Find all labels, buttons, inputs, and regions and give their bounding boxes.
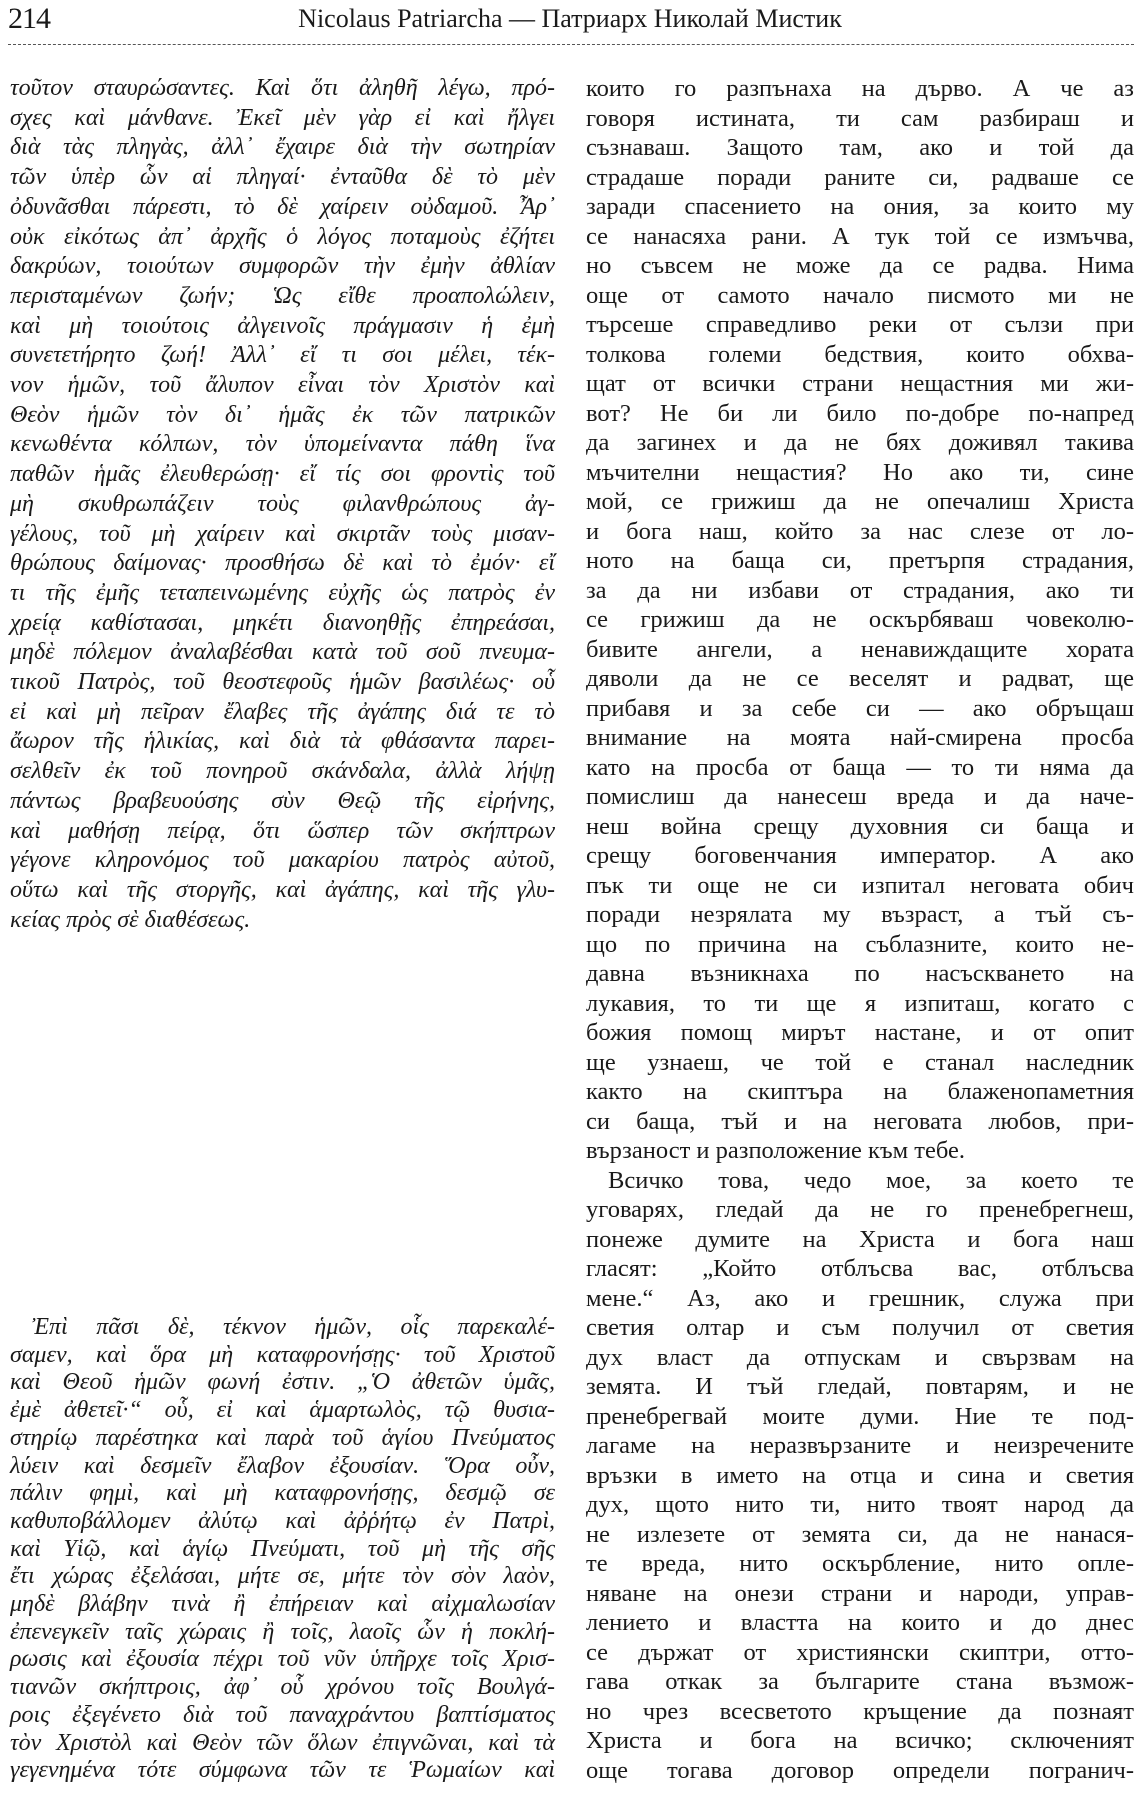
text-line: земята. И тъй гледай, повтарям, и не xyxy=(586,1373,1134,1400)
text-line: лагаме на неразвързаните и неизречените xyxy=(586,1432,1134,1459)
text-line: διὰ τὰς πληγὰς, ἀλλ᾽ ἔχαιρε διὰ τὴν σωτηρίαν xyxy=(10,134,555,161)
text-line: давна възникнаха по насъскването на xyxy=(586,960,1134,987)
text-line: внимание на моята най-смирена просба xyxy=(586,724,1134,751)
text-line: καὶ Υἱῷ, καὶ ἁγίῳ Πνεύματι, τοῦ μὴ τῆς σῆς xyxy=(10,1535,555,1562)
text-line: срещу боговенчания император. А ако xyxy=(586,842,1134,869)
text-line: гласят: „Който отблъсва вас, отблъсва xyxy=(586,1255,1134,1282)
text-line: се нанасяха рани. А тук той се измъчва, xyxy=(586,222,1134,250)
text-line: σελθεῖν ἐκ τοῦ πονηροῦ σκάνδαλα, ἀλλὰ λήψῃ xyxy=(10,758,555,785)
text-line: τικοῦ Πατρὸς, τοῦ θεοστεφοῦς ἡμῶν βασιλέως· οὗ xyxy=(10,669,555,696)
text-line: както на скиптъра на блаженопаметния xyxy=(586,1078,1134,1105)
text-line: οὐκ εἰκότως ἀπ᾽ ἀρχῆς ὁ λόγος ποταμοὺς ἐζήτει xyxy=(10,223,555,250)
text-line: дух власт да отпускам и свързвам на xyxy=(586,1343,1134,1371)
text-line: παθῶν ἡμᾶς ἐλευθερώσῃ· εἴ τίς σοι φροντὶς τοῦ xyxy=(10,461,555,488)
text-line: няване на онези страни и народи, управ- xyxy=(586,1579,1134,1607)
text-line: Θεὸν ἡμῶν τὸν δι᾽ ἡμᾶς ἐκ τῶν πατρικῶν xyxy=(10,401,555,428)
running-title: Nicolaus Patriarcha — Патриарх Николай Мистик xyxy=(298,4,842,33)
bulgarian-translation-column xyxy=(586,74,1134,1785)
text-line: κενωθέντα κόλπων, τὸν ὑπομείναντα πάθη ἵνα xyxy=(10,431,555,458)
text-line: ще узнаеш, че той е станал наследник xyxy=(586,1048,1134,1076)
text-line: поради незрялата му възраст, а тъй съ- xyxy=(586,901,1134,928)
text-line: помислиш да нанесеш вреда и да наче- xyxy=(586,783,1134,810)
text-line: за да ни избави от страдания, ако ти xyxy=(586,576,1134,604)
text-line: и бога наш, който за нас слезе от ло- xyxy=(586,517,1134,545)
text-line: γέλους, τοῦ μὴ χαίρειν καὶ σκιρτᾶν τοὺς μισαν- xyxy=(10,520,555,547)
text-line: се грижиш да не оскърбяваш човеколю- xyxy=(586,606,1134,633)
text-line: εἰ καὶ μὴ πεῖραν ἔλαβες τῆς ἀγάπης διά τε τὸ xyxy=(10,698,555,725)
text-line: ἄωρον τῆς ἡλικίας, καὶ διὰ τὰ φθάσαντα παρει- xyxy=(10,728,555,755)
text-line: τιανῶν σκήπτροις, ἀφ᾽ οὗ χρόνου τοῖς Βουλγά- xyxy=(10,1674,555,1701)
text-line: неш война срещу духовния си баща и xyxy=(586,812,1134,840)
text-line: като на просба от баща — то ти няма да xyxy=(586,753,1134,781)
text-line: бивите ангели, а ненавиждащите хората xyxy=(586,635,1134,663)
text-line: πάλιν φημὶ, καὶ μὴ καταφρονήσῃς, δεσμῷ σε xyxy=(10,1480,555,1507)
text-line: ὀδυνᾶσθαι πάρεστι, τὸ δὲ χαίρειν οὐδαμοῦ. Ἆρ᾽ xyxy=(10,193,555,220)
text-line: съзнаваш. Защото там, ако и той да xyxy=(586,134,1134,161)
text-line: ното на баща си, претърпя страдания, xyxy=(586,547,1134,574)
text-line: които го разпънаха на дърво. А че аз xyxy=(586,75,1134,102)
text-line: μηδὲ βλάβην τινὰ ἢ ἐπήρειαν καὶ αἰχμαλωσίαν xyxy=(10,1591,555,1618)
text-line: γεγενημένα τότε σύμφωνα τῶν τε Ῥωμαίων καὶ xyxy=(10,1757,555,1784)
text-line: τι τῆς ἐμῆς τεταπεινωμένης εὐχῆς ὡς πατρὸς ἐν xyxy=(10,579,555,606)
text-line: καθυποβάλλομεν ἀλύτῳ καὶ ἀῤῥήτῳ ἐν Πατρὶ, xyxy=(10,1507,555,1534)
greek-text-block-2 xyxy=(10,1314,555,1785)
text-line: Христа и бога на всичко; сключеният xyxy=(586,1727,1134,1754)
text-line: те вреда, нито оскърбление, нито опле- xyxy=(586,1550,1134,1577)
greek-text-block-1 xyxy=(10,74,555,935)
text-line: σχες καὶ μάνθανε. Ἐκεῖ μὲν γὰρ εἰ καὶ ἤλγει xyxy=(10,104,555,131)
text-line: лукавия, то ти ще я изпиташ, когато с xyxy=(586,989,1134,1017)
text-line: καὶ μὴ τοιούτοις ἀλγεινοῖς πράγμασιν ἡ ἐμὴ xyxy=(10,312,555,339)
text-line: пък ти още не си изпитал неговата обич xyxy=(586,871,1134,899)
text-line: мъчителни нещастия? Но ако ти, сине xyxy=(586,458,1134,486)
text-line: πάντως βραβευούσης σὺν Θεῷ τῆς εἰρήνης, xyxy=(10,787,555,814)
text-line: божия помощ мирът настане, и от опит xyxy=(586,1019,1134,1046)
text-line: но съвсем не може да се радва. Нима xyxy=(586,252,1134,279)
text-line: κείας πρὸς σὲ διαθέσεως. xyxy=(10,906,251,933)
text-line: ροις ἐξεγένετο διὰ τοῦ παναχράντου βαπτίσματος xyxy=(10,1701,555,1728)
text-line: νον ἡμῶν, τοῦ ἄλυπον εἶναι τὸν Χριστὸν καὶ xyxy=(10,372,555,399)
text-line: гава откак за българите стана възмож- xyxy=(586,1668,1134,1695)
text-line: страдаше поради раните си, радваше се xyxy=(586,163,1134,191)
text-line: περισταμένων ζωήν; Ὡς εἴθε προαπολώλειν, xyxy=(10,282,555,309)
text-line: търсеше справедливо реки от сълзи при xyxy=(586,311,1134,338)
text-line: вот? Не би ли било по-добре по-напред xyxy=(586,399,1134,427)
text-line: светия олтар и съм получил от светия xyxy=(586,1314,1134,1341)
text-line: понеже думите на Христа и бога наш xyxy=(586,1225,1134,1253)
text-line: Ἐπὶ πᾶσι δὲ, τέκνον ἡμῶν, οἷς παρεκαλέ- xyxy=(32,1314,555,1340)
text-line: се държат от християнски скиптри, отто- xyxy=(586,1638,1134,1666)
text-line: но чрез всесветото кръщение да познаят xyxy=(586,1697,1134,1725)
text-line: ἐπενεγκεῖν ταῖς χώραις ἢ τοῖς, λαοῖς ὧν ἡ ποκλή- xyxy=(10,1618,555,1645)
text-line: дяволи да не се веселят и радват, ще xyxy=(586,665,1134,692)
text-line: дух, щото нито ти, нито твоят народ да xyxy=(586,1491,1134,1518)
text-line: пренебрегвай моите думи. Ние те под- xyxy=(586,1402,1134,1430)
text-line: χρείᾳ καθίστασαι, μηκέτι διανοηθῇς ἐπηρεάσαι, xyxy=(10,609,555,636)
text-line: μηδὲ πόλεμον ἀναλαβέσθαι κατὰ τοῦ σοῦ πνευμα- xyxy=(10,639,555,666)
text-line: στηρίῳ παρέστηκα καὶ παρὰ τοῦ ἁγίου Πνεύματος xyxy=(10,1424,555,1451)
text-line: Всичко това, чедо мое, за което те xyxy=(608,1166,1134,1194)
text-line: си баща, тъй и на неговата любов, при- xyxy=(586,1107,1134,1135)
text-line: връзки в името на отца и сина и светия xyxy=(586,1461,1134,1489)
text-line: що по причина на съблазните, които не- xyxy=(586,930,1134,958)
text-line: γέγονε κληρονόμος τοῦ μακαρίου πατρὸς αὐτοῦ, xyxy=(10,847,555,874)
text-line: заради спасението на ония, за които му xyxy=(586,193,1134,220)
text-line: καὶ μαθήσῃ πείρᾳ, ὅτι ὥσπερ τῶν σκήπτρων xyxy=(10,817,555,844)
text-line: мой, се грижиш да не опечалиш Христа xyxy=(586,488,1134,515)
text-line: още от самото начало писмото ми не xyxy=(586,281,1134,309)
text-line: прибавя и за себе си — ако обръщаш xyxy=(586,694,1134,722)
text-line: говоря истината, ти сам разбираш и xyxy=(586,104,1134,132)
text-line: καὶ Θεοῦ ἡμῶν φωνή ἐστιν. „Ὁ ἀθετῶν ὑμᾶς, xyxy=(10,1369,555,1396)
text-line: още тогава договор определи погранич- xyxy=(586,1756,1134,1784)
text-line: δακρύων, τοιούτων συμφορῶν τὴν ἐμὴν ἀθλίαν xyxy=(10,253,555,280)
text-line: ρωσις καὶ ἐξουσία πέχρι τοῦ νῦν ὑπῆρχε τοῖς Χρισ- xyxy=(10,1646,555,1673)
text-line: συνετετήρητο ζωή! Ἀλλ᾽ εἴ τι σοι μέλει, τέκ- xyxy=(10,342,555,369)
text-line: λύειν καὶ δεσμεῖν ἔλαβον ἐξουσίαν. Ὅρα οὖν, xyxy=(10,1452,555,1479)
text-line: да загинех и да не бях доживял такива xyxy=(586,429,1134,456)
text-line: лението и властта на които и до днес xyxy=(586,1609,1134,1636)
page-number: 214 xyxy=(8,2,50,35)
text-line: μὴ σκυθρωπάζειν τοὺς φιλανθρώπους ἀγ- xyxy=(10,490,555,517)
text-line: щат от всички страни нещастния ми жи- xyxy=(586,370,1134,397)
header-rule xyxy=(8,44,1134,45)
text-line: οὕτω καὶ τῆς στοργῆς, καὶ ἀγάπης, καὶ τῆς γλυ- xyxy=(10,876,555,903)
text-line: θρώπους δαίμονας· προσθήσω δὲ καὶ τὸ ἐμόν· εἴ xyxy=(10,550,555,577)
text-line: ἔτι χώρας ἐξελάσαι, μήτε σε, μήτε τὸν σὸν λαὸν, xyxy=(10,1563,555,1590)
text-line: ἐμὲ ἀθετεῖ·“ οὗ, εἰ καὶ ἁμαρτωλὸς, τῷ θυσια- xyxy=(10,1397,555,1424)
text-line: σαμεν, καὶ ὅρα μὴ καταφρονήσῃς· τοῦ Χριστοῦ xyxy=(10,1341,555,1368)
text-line: τοῦτον σταυρώσαντες. Καὶ ὅτι ἀληθῆ λέγω, πρό- xyxy=(10,75,555,101)
text-line: τὸν Χριστὸλ καὶ Θεὸν τῶν ὅλων ἐπιγνῶναι, καὶ τὰ xyxy=(10,1729,555,1756)
text-line: толкова големи бедствия, които обхва- xyxy=(586,340,1134,368)
text-line: уговарях, гледай да не го пренебрегнеш, xyxy=(586,1196,1134,1223)
text-line: мене.“ Аз, ако и грешник, служа при xyxy=(586,1284,1134,1312)
text-line: не излезете от земята си, да не нанася- xyxy=(586,1520,1134,1548)
text-line: τῶν ὑπὲρ ὧν αἱ πληγαί· ἐνταῦθα δὲ τὸ μὲν xyxy=(10,164,555,191)
text-line: вързаност и разположение към тебе. xyxy=(586,1137,965,1164)
